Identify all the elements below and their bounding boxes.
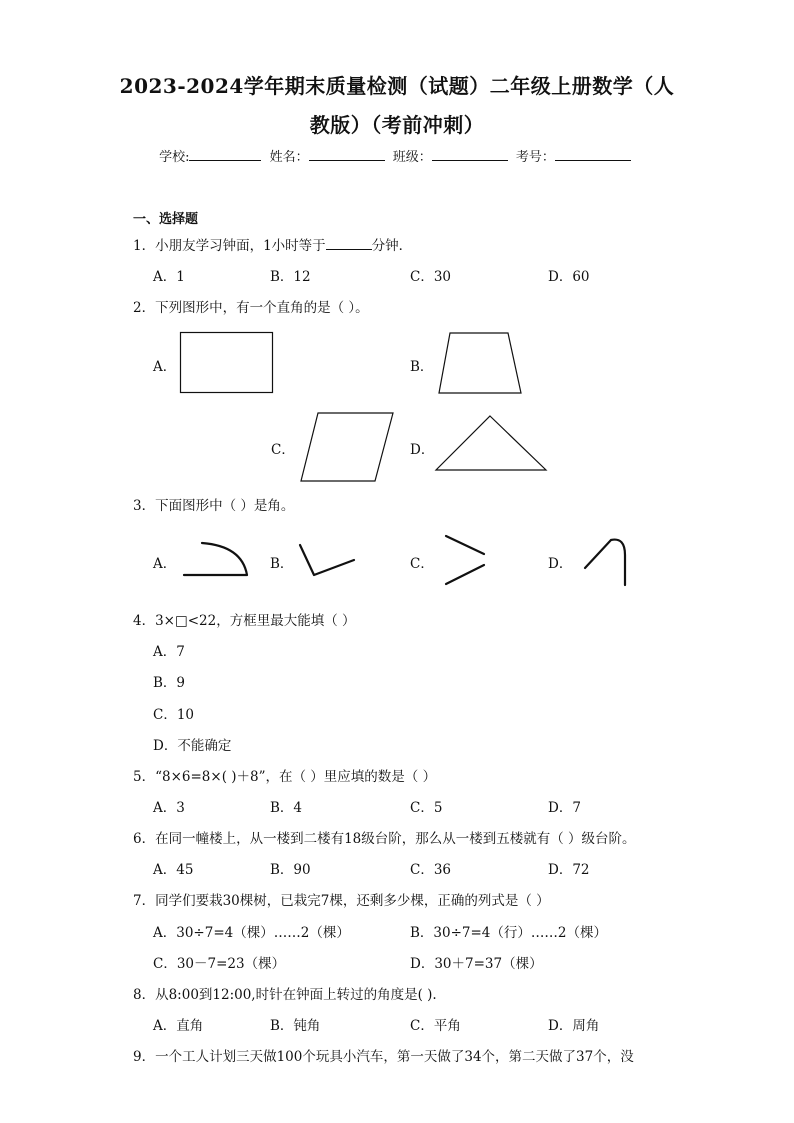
q7-option-a[interactable]: A．30÷7=4（棵）……2（棵） [153,925,350,941]
q2-option-d[interactable]: D． [410,442,435,458]
q2-option-c[interactable]: C． [271,442,295,458]
q6-option-d[interactable]: D．72 [548,862,590,878]
q4-option-d[interactable]: D．不能确定 [153,738,232,754]
q3-option-c[interactable]: C． [410,556,434,572]
q5-option-a[interactable]: A．3 [153,800,185,816]
question-4-stem: 4．3×□<22，方框里最大能填（ ） [133,613,356,629]
triangle-shape [435,415,547,471]
answer-blank[interactable] [326,237,372,250]
q6-option-c[interactable]: C．36 [410,862,452,878]
title-line-1: 2023-2024学年期末质量检测（试题）二年级上册数学（人 [119,74,675,98]
student-info-row [0,146,794,165]
q4-option-b[interactable]: B．9 [153,675,186,691]
section-heading: 一、选择题 [133,212,199,227]
question-1-text-a: 1．小朋友学习钟面，1小时等于 [133,238,326,254]
q3-option-d[interactable]: D． [548,556,573,572]
parallelogram-shape [300,412,394,482]
rectangle-shape [180,332,274,394]
trapezoid-shape [438,332,522,394]
question-2-stem: 2．下列图形中，有一个直角的是（ ）。 [133,300,369,316]
q7-option-c[interactable]: C．30－7=23（棵） [153,956,286,972]
question-3-stem: 3．下面图形中（ ）是角。 [133,498,295,514]
question-7-stem: 7．同学们要栽30棵树，已栽完7棵，还剩多少棵，正确的列式是（ ） [133,893,550,909]
curve-line-figure [182,540,250,578]
q1-option-d[interactable]: D．60 [548,269,590,285]
q3-option-b[interactable]: B． [270,556,294,572]
open-angle-figure [444,534,488,586]
q1-option-b[interactable]: B．12 [270,269,311,285]
question-5-stem: 5．“8×6=8×( )＋8”，在（ ）里应填的数是（ ） [133,769,437,785]
angle-figure [298,542,358,580]
q8-option-c[interactable]: C．平角 [410,1018,461,1034]
question-1-text-b: 分钟． [371,238,413,254]
number-label: 考号： [515,150,555,165]
title-line-2: 教版）（考前冲刺） [309,113,485,137]
q8-option-d[interactable]: D．周角 [548,1018,600,1034]
line-curve-figure [583,537,631,587]
question-6-stem: 6．在同一幢楼上，从一楼到二楼有18级台阶，那么从一楼到五楼就有（ ）级台阶。 [133,831,636,847]
question-9-stem: 9．一个工人计划三天做100个玩具小汽车，第一天做了34个，第二天做了37个，没 [133,1049,634,1065]
name-field[interactable] [309,148,385,161]
q2-option-b[interactable]: B． [410,359,434,375]
q4-option-c[interactable]: C．10 [153,707,195,723]
class-field[interactable] [432,148,508,161]
q5-option-b[interactable]: B．4 [270,800,303,816]
q5-option-c[interactable]: C．5 [410,800,443,816]
q5-option-d[interactable]: D．7 [548,800,581,816]
school-label: 学校: [159,150,190,165]
q3-option-a[interactable]: A． [153,556,177,572]
name-label: 姓名： [269,150,309,165]
question-1-stem [133,234,412,254]
number-field[interactable] [555,148,631,161]
q1-option-c[interactable]: C．30 [410,269,452,285]
school-field[interactable] [189,148,261,161]
q8-option-a[interactable]: A．直角 [153,1018,204,1034]
q8-option-b[interactable]: B．钝角 [270,1018,321,1034]
q2-option-a[interactable]: A． [153,359,177,375]
class-label: 班级： [392,150,432,165]
q6-option-a[interactable]: A．45 [153,862,194,878]
question-8-stem: 8．从8:00到12:00,时针在钟面上转过的角度是( ). [133,987,437,1003]
q6-option-b[interactable]: B．90 [270,862,311,878]
q4-option-a[interactable]: A．7 [153,644,185,660]
q7-option-b[interactable]: B．30÷7=4（行）……2（棵） [410,925,607,941]
q7-option-d[interactable]: D．30＋7=37（棵） [410,956,543,972]
q1-option-a[interactable]: A．1 [153,269,185,285]
